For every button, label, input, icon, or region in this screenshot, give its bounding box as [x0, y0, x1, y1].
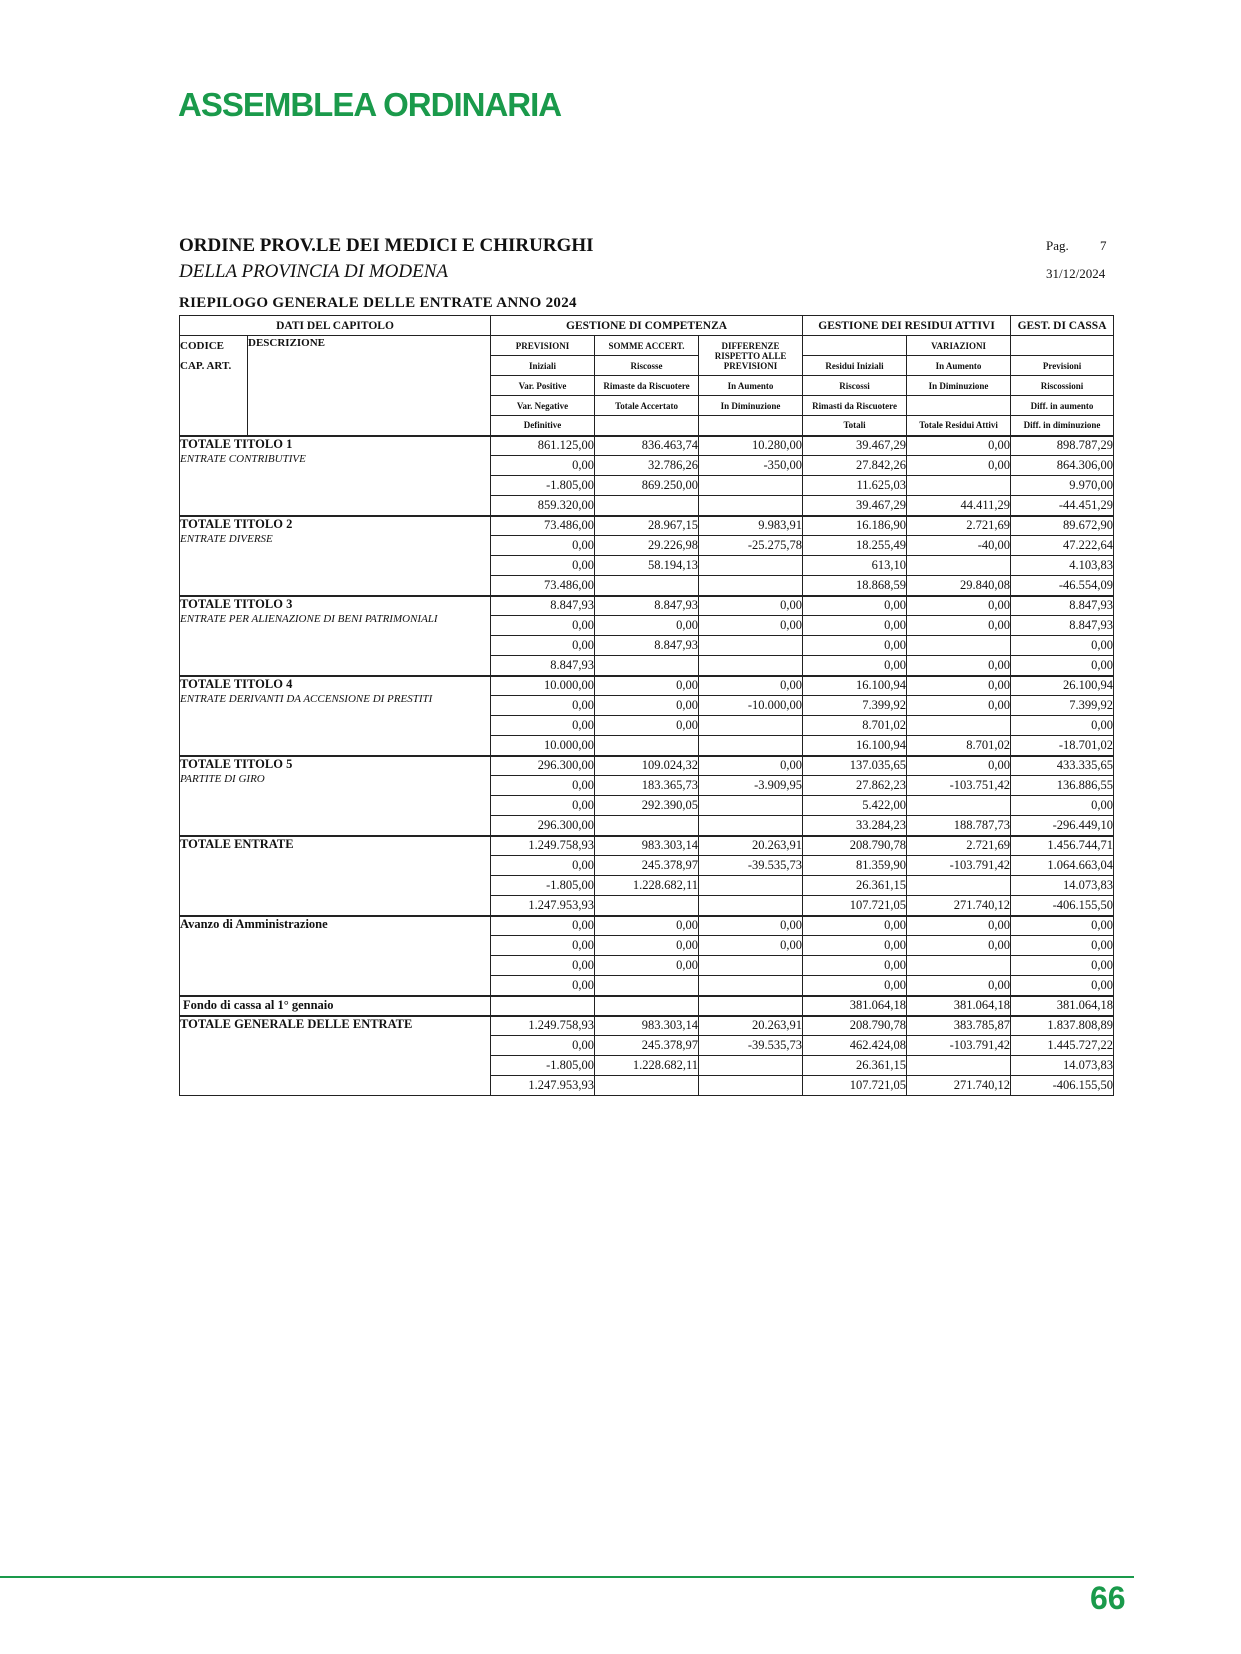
subheader-cell: Previsioni: [1011, 356, 1114, 376]
value-cell: 8.847,93: [491, 656, 595, 676]
value-cell: [699, 976, 803, 996]
value-cell: [491, 996, 595, 1016]
value-cell: 433.335,65: [1011, 756, 1114, 776]
value-cell: 16.100,94: [803, 676, 907, 696]
value-cell: [907, 636, 1011, 656]
value-cell: -39.535,73: [699, 1036, 803, 1056]
value-cell: 8.701,02: [803, 716, 907, 736]
value-cell: 89.672,90: [1011, 516, 1114, 536]
group-subtitle: ENTRATE PER ALIENAZIONE DI BENI PATRIMONIALI: [180, 612, 438, 625]
value-cell: 208.790,78: [803, 1016, 907, 1036]
value-cell: 0,00: [491, 796, 595, 816]
subheader-cell: In Aumento: [699, 376, 803, 396]
value-cell: 0,00: [803, 916, 907, 936]
value-cell: [907, 556, 1011, 576]
group-label: [180, 596, 491, 676]
value-cell: -103.751,42: [907, 776, 1011, 796]
value-cell: 27.862,23: [803, 776, 907, 796]
value-cell: -40,00: [907, 536, 1011, 556]
value-cell: -350,00: [699, 456, 803, 476]
value-cell: 292.390,05: [595, 796, 699, 816]
differenze-header: DIFFERENZE RISPETTO ALLE PREVISIONI: [699, 336, 803, 376]
value-cell: 11.625,03: [803, 476, 907, 496]
group-label: [180, 916, 491, 996]
value-cell: 0,00: [907, 976, 1011, 996]
value-cell: [699, 956, 803, 976]
value-cell: [699, 996, 803, 1016]
value-cell: 0,00: [1011, 796, 1114, 816]
subheader-cell: In Aumento: [907, 356, 1011, 376]
value-cell: 0,00: [699, 756, 803, 776]
value-cell: 208.790,78: [803, 836, 907, 856]
value-cell: [907, 876, 1011, 896]
value-cell: 58.194,13: [595, 556, 699, 576]
value-cell: 0,00: [595, 716, 699, 736]
value-cell: -25.275,78: [699, 536, 803, 556]
value-cell: 2.721,69: [907, 516, 1011, 536]
value-cell: 0,00: [907, 596, 1011, 616]
subheader-cell: Diff. in aumento: [1011, 396, 1114, 416]
value-cell: 8.847,93: [1011, 596, 1114, 616]
value-cell: 26.361,15: [803, 1056, 907, 1076]
value-cell: 0,00: [699, 936, 803, 956]
value-cell: 296.300,00: [491, 816, 595, 836]
value-cell: -39.535,73: [699, 856, 803, 876]
value-cell: -103.791,42: [907, 856, 1011, 876]
value-cell: 29.840,08: [907, 576, 1011, 596]
value-cell: -1.805,00: [491, 876, 595, 896]
value-cell: 26.100,94: [1011, 676, 1114, 696]
group-header-residui: GESTIONE DEI RESIDUI ATTIVI: [803, 316, 1011, 336]
value-cell: 0,00: [491, 916, 595, 936]
value-cell: 383.785,87: [907, 1016, 1011, 1036]
value-cell: 0,00: [1011, 936, 1114, 956]
value-cell: -44.451,29: [1011, 496, 1114, 516]
value-cell: [699, 576, 803, 596]
group-title: TOTALE TITOLO 3: [180, 596, 293, 611]
value-cell: [907, 956, 1011, 976]
value-cell: 861.125,00: [491, 436, 595, 456]
value-cell: 10.000,00: [491, 676, 595, 696]
value-cell: 8.847,93: [595, 596, 699, 616]
value-cell: [595, 976, 699, 996]
value-cell: 0,00: [1011, 956, 1114, 976]
group-title: TOTALE TITOLO 4: [180, 676, 293, 691]
value-cell: [699, 656, 803, 676]
value-cell: 271.740,12: [907, 1076, 1011, 1096]
value-cell: 136.886,55: [1011, 776, 1114, 796]
value-cell: [699, 636, 803, 656]
page-number: 7: [1100, 238, 1107, 253]
variazioni-header: VARIAZIONI: [907, 336, 1011, 356]
group-title: TOTALE TITOLO 5: [180, 756, 293, 771]
group-subtitle: ENTRATE DERIVANTI DA ACCENSIONE DI PRESTITI: [180, 692, 433, 705]
group-header-dati: DATI DEL CAPITOLO: [180, 316, 491, 336]
value-cell: 2.721,69: [907, 836, 1011, 856]
value-cell: 0,00: [803, 976, 907, 996]
value-cell: -406.155,50: [1011, 896, 1114, 916]
value-cell: 0,00: [1011, 976, 1114, 996]
value-cell: 7.399,92: [803, 696, 907, 716]
value-cell: [595, 816, 699, 836]
value-cell: 0,00: [1011, 916, 1114, 936]
value-cell: 0,00: [491, 716, 595, 736]
value-cell: [595, 656, 699, 676]
group-title: TOTALE TITOLO 2: [180, 516, 293, 531]
value-cell: 0,00: [491, 1036, 595, 1056]
value-cell: 9.970,00: [1011, 476, 1114, 496]
value-cell: 1.247.953,93: [491, 896, 595, 916]
value-cell: 0,00: [595, 916, 699, 936]
table-row: [180, 836, 1114, 856]
value-cell: 14.073,83: [1011, 1056, 1114, 1076]
codice-header: [180, 336, 248, 436]
value-cell: 0,00: [803, 936, 907, 956]
value-cell: 8.847,93: [1011, 616, 1114, 636]
subheader-cell: Residui Iniziali: [803, 356, 907, 376]
value-cell: 39.467,29: [803, 496, 907, 516]
value-cell: 20.263,91: [699, 1016, 803, 1036]
group-subtitle: ENTRATE DIVERSE: [180, 532, 273, 545]
cassa-blank-header: [1011, 336, 1114, 356]
subheader-cell: [595, 416, 699, 436]
value-cell: 1.064.663,04: [1011, 856, 1114, 876]
value-cell: 0,00: [595, 696, 699, 716]
value-cell: [907, 1056, 1011, 1076]
table-row: [180, 596, 1114, 616]
value-cell: [595, 576, 699, 596]
table-row: [180, 436, 1114, 456]
value-cell: [907, 716, 1011, 736]
value-cell: [907, 796, 1011, 816]
value-cell: 0,00: [803, 636, 907, 656]
subheader-cell: In Diminuzione: [907, 376, 1011, 396]
value-cell: 0,00: [491, 556, 595, 576]
value-cell: 32.786,26: [595, 456, 699, 476]
value-cell: 0,00: [595, 936, 699, 956]
value-cell: 81.359,90: [803, 856, 907, 876]
value-cell: 44.411,29: [907, 496, 1011, 516]
value-cell: -1.805,00: [491, 1056, 595, 1076]
table-row: [180, 516, 1114, 536]
value-cell: 8.701,02: [907, 736, 1011, 756]
footer-page-number: 66: [1090, 1580, 1126, 1616]
value-cell: 0,00: [803, 956, 907, 976]
value-cell: 0,00: [491, 616, 595, 636]
value-cell: 0,00: [491, 536, 595, 556]
report-title: RIEPILOGO GENERALE DELLE ENTRATE ANNO 2024: [179, 295, 577, 311]
value-cell: 73.486,00: [491, 576, 595, 596]
value-cell: 296.300,00: [491, 756, 595, 776]
table-row: [180, 756, 1114, 776]
value-cell: 0,00: [491, 776, 595, 796]
subheader-cell: Riscossi: [803, 376, 907, 396]
descrizione-header: DESCRIZIONE: [248, 336, 491, 436]
table-row: [180, 676, 1114, 696]
value-cell: 73.486,00: [491, 516, 595, 536]
value-cell: 4.103,83: [1011, 556, 1114, 576]
value-cell: 29.226,98: [595, 536, 699, 556]
group-subtitle: PARTITE DI GIRO: [180, 772, 265, 785]
value-cell: 0,00: [907, 656, 1011, 676]
value-cell: 0,00: [491, 976, 595, 996]
group-label: [180, 436, 491, 516]
value-cell: 8.847,93: [491, 596, 595, 616]
value-cell: 0,00: [1011, 656, 1114, 676]
value-cell: 381.064,18: [803, 996, 907, 1016]
value-cell: 1.247.953,93: [491, 1076, 595, 1096]
group-title: TOTALE GENERALE DELLE ENTRATE: [180, 1016, 413, 1031]
value-cell: 109.024,32: [595, 756, 699, 776]
value-cell: 0,00: [907, 616, 1011, 636]
value-cell: [699, 496, 803, 516]
value-cell: [595, 736, 699, 756]
value-cell: 898.787,29: [1011, 436, 1114, 456]
subheader-cell: Var. Positive: [491, 376, 595, 396]
value-cell: [699, 716, 803, 736]
value-cell: 0,00: [491, 856, 595, 876]
subheader-cell: Riscosse: [595, 356, 699, 376]
group-subtitle: ENTRATE CONTRIBUTIVE: [180, 452, 306, 465]
value-cell: 0,00: [907, 936, 1011, 956]
value-cell: 0,00: [595, 616, 699, 636]
value-cell: 188.787,73: [907, 816, 1011, 836]
value-cell: 183.365,73: [595, 776, 699, 796]
value-cell: 1.228.682,11: [595, 876, 699, 896]
previsioni-header: PREVISIONI: [491, 336, 595, 356]
value-cell: 0,00: [907, 756, 1011, 776]
value-cell: 10.280,00: [699, 436, 803, 456]
value-cell: 0,00: [907, 436, 1011, 456]
value-cell: 14.073,83: [1011, 876, 1114, 896]
value-cell: [699, 1076, 803, 1096]
value-cell: 381.064,18: [907, 996, 1011, 1016]
group-header-cassa: GEST. DI CASSA: [1011, 316, 1114, 336]
entrate-summary-table: [179, 315, 1114, 1096]
value-cell: 47.222,64: [1011, 536, 1114, 556]
subheader-cell: Totale Accertato: [595, 396, 699, 416]
value-cell: 0,00: [699, 916, 803, 936]
fondo-cassa-row: [180, 996, 1114, 1016]
value-cell: [595, 1076, 699, 1096]
value-cell: -46.554,09: [1011, 576, 1114, 596]
value-cell: 836.463,74: [595, 436, 699, 456]
value-cell: 1.445.727,22: [1011, 1036, 1114, 1056]
group-label: [180, 836, 491, 916]
subheader-cell: Rimasti da Riscuotere: [803, 396, 907, 416]
value-cell: [699, 796, 803, 816]
value-cell: 0,00: [491, 956, 595, 976]
value-cell: 107.721,05: [803, 896, 907, 916]
value-cell: 1.228.682,11: [595, 1056, 699, 1076]
fondo-cassa-label: [180, 996, 491, 1016]
value-cell: 7.399,92: [1011, 696, 1114, 716]
value-cell: 245.378,97: [595, 1036, 699, 1056]
value-cell: 0,00: [803, 616, 907, 636]
value-cell: 859.320,00: [491, 496, 595, 516]
value-cell: 983.303,14: [595, 1016, 699, 1036]
subheader-cell: [907, 396, 1011, 416]
value-cell: 10.000,00: [491, 736, 595, 756]
value-cell: -406.155,50: [1011, 1076, 1114, 1096]
value-cell: 0,00: [699, 616, 803, 636]
somme-accert-header: SOMME ACCERT.: [595, 336, 699, 356]
banner-title: ASSEMBLEA ORDINARIA: [178, 86, 562, 123]
table-row: [180, 916, 1114, 936]
value-cell: 0,00: [491, 696, 595, 716]
subheader-cell: [699, 416, 803, 436]
value-cell: 16.100,94: [803, 736, 907, 756]
value-cell: 462.424,08: [803, 1036, 907, 1056]
value-cell: 613,10: [803, 556, 907, 576]
subheader-cell: Diff. in diminuzione: [1011, 416, 1114, 436]
value-cell: 26.361,15: [803, 876, 907, 896]
value-cell: -10.000,00: [699, 696, 803, 716]
report-date: 31/12/2024: [1046, 266, 1106, 281]
value-cell: 271.740,12: [907, 896, 1011, 916]
value-cell: 28.967,15: [595, 516, 699, 536]
value-cell: [595, 996, 699, 1016]
value-cell: 0,00: [1011, 716, 1114, 736]
value-cell: -3.909,95: [699, 776, 803, 796]
subheader-cell: Var. Negative: [491, 396, 595, 416]
subheader-cell: In Diminuzione: [699, 396, 803, 416]
value-cell: [699, 556, 803, 576]
value-cell: 18.255,49: [803, 536, 907, 556]
cap-art-label: CAP. ART.: [180, 360, 232, 372]
value-cell: 0,00: [1011, 636, 1114, 656]
value-cell: -1.805,00: [491, 476, 595, 496]
value-cell: 8.847,93: [595, 636, 699, 656]
residui-blank-header: [803, 336, 907, 356]
value-cell: 0,00: [907, 916, 1011, 936]
value-cell: 869.250,00: [595, 476, 699, 496]
value-cell: 1.456.744,71: [1011, 836, 1114, 856]
subheader-cell: Iniziali: [491, 356, 595, 376]
value-cell: 245.378,97: [595, 856, 699, 876]
organization-province: DELLA PROVINCIA DI MODENA: [179, 261, 448, 282]
value-cell: 1.249.758,93: [491, 836, 595, 856]
value-cell: 0,00: [595, 956, 699, 976]
subheader-cell: Totale Residui Attivi: [907, 416, 1011, 436]
value-cell: 0,00: [491, 456, 595, 476]
value-cell: 39.467,29: [803, 436, 907, 456]
value-cell: -103.791,42: [907, 1036, 1011, 1056]
value-cell: [699, 1056, 803, 1076]
group-label: [180, 676, 491, 756]
value-cell: 381.064,18: [1011, 996, 1114, 1016]
value-cell: -18.701,02: [1011, 736, 1114, 756]
group-title: TOTALE TITOLO 1: [180, 436, 293, 451]
value-cell: [699, 476, 803, 496]
value-cell: 0,00: [907, 676, 1011, 696]
value-cell: 0,00: [907, 456, 1011, 476]
value-cell: 1.837.808,89: [1011, 1016, 1114, 1036]
footer-rule: [0, 1576, 1134, 1578]
value-cell: 0,00: [595, 676, 699, 696]
value-cell: 0,00: [699, 676, 803, 696]
group-title: Avanzo di Amministrazione: [180, 916, 328, 931]
value-cell: 0,00: [803, 596, 907, 616]
value-cell: [907, 476, 1011, 496]
group-label: [180, 756, 491, 836]
value-cell: 5.422,00: [803, 796, 907, 816]
value-cell: 18.868,59: [803, 576, 907, 596]
value-cell: [595, 496, 699, 516]
value-cell: [699, 876, 803, 896]
organization-name: ORDINE PROV.LE DEI MEDICI E CHIRURGHI: [179, 235, 594, 256]
subheader-cell: Riscossioni: [1011, 376, 1114, 396]
value-cell: [699, 816, 803, 836]
value-cell: 0,00: [699, 596, 803, 616]
value-cell: 0,00: [803, 656, 907, 676]
value-cell: 107.721,05: [803, 1076, 907, 1096]
value-cell: 983.303,14: [595, 836, 699, 856]
value-cell: [699, 896, 803, 916]
codice-label: CODICE: [180, 340, 225, 352]
fondo-cassa-title: Fondo di cassa al 1° gennaio: [183, 998, 334, 1012]
value-cell: 0,00: [491, 636, 595, 656]
value-cell: [699, 736, 803, 756]
value-cell: 16.186,90: [803, 516, 907, 536]
value-cell: 20.263,91: [699, 836, 803, 856]
subheader-cell: Definitive: [491, 416, 595, 436]
value-cell: 137.035,65: [803, 756, 907, 776]
value-cell: 33.284,23: [803, 816, 907, 836]
value-cell: 864.306,00: [1011, 456, 1114, 476]
group-label: [180, 516, 491, 596]
value-cell: 27.842,26: [803, 456, 907, 476]
value-cell: 0,00: [907, 696, 1011, 716]
subheader-cell: Rimaste da Riscuotere: [595, 376, 699, 396]
table-row: [180, 1016, 1114, 1036]
value-cell: 1.249.758,93: [491, 1016, 595, 1036]
page-label: Pag.: [1046, 238, 1069, 253]
value-cell: 9.983,91: [699, 516, 803, 536]
value-cell: [595, 896, 699, 916]
group-title: TOTALE ENTRATE: [180, 836, 294, 851]
subheader-cell: Totali: [803, 416, 907, 436]
group-label: [180, 1016, 491, 1096]
group-header-competenza: GESTIONE DI COMPETENZA: [491, 316, 803, 336]
value-cell: -296.449,10: [1011, 816, 1114, 836]
value-cell: 0,00: [491, 936, 595, 956]
